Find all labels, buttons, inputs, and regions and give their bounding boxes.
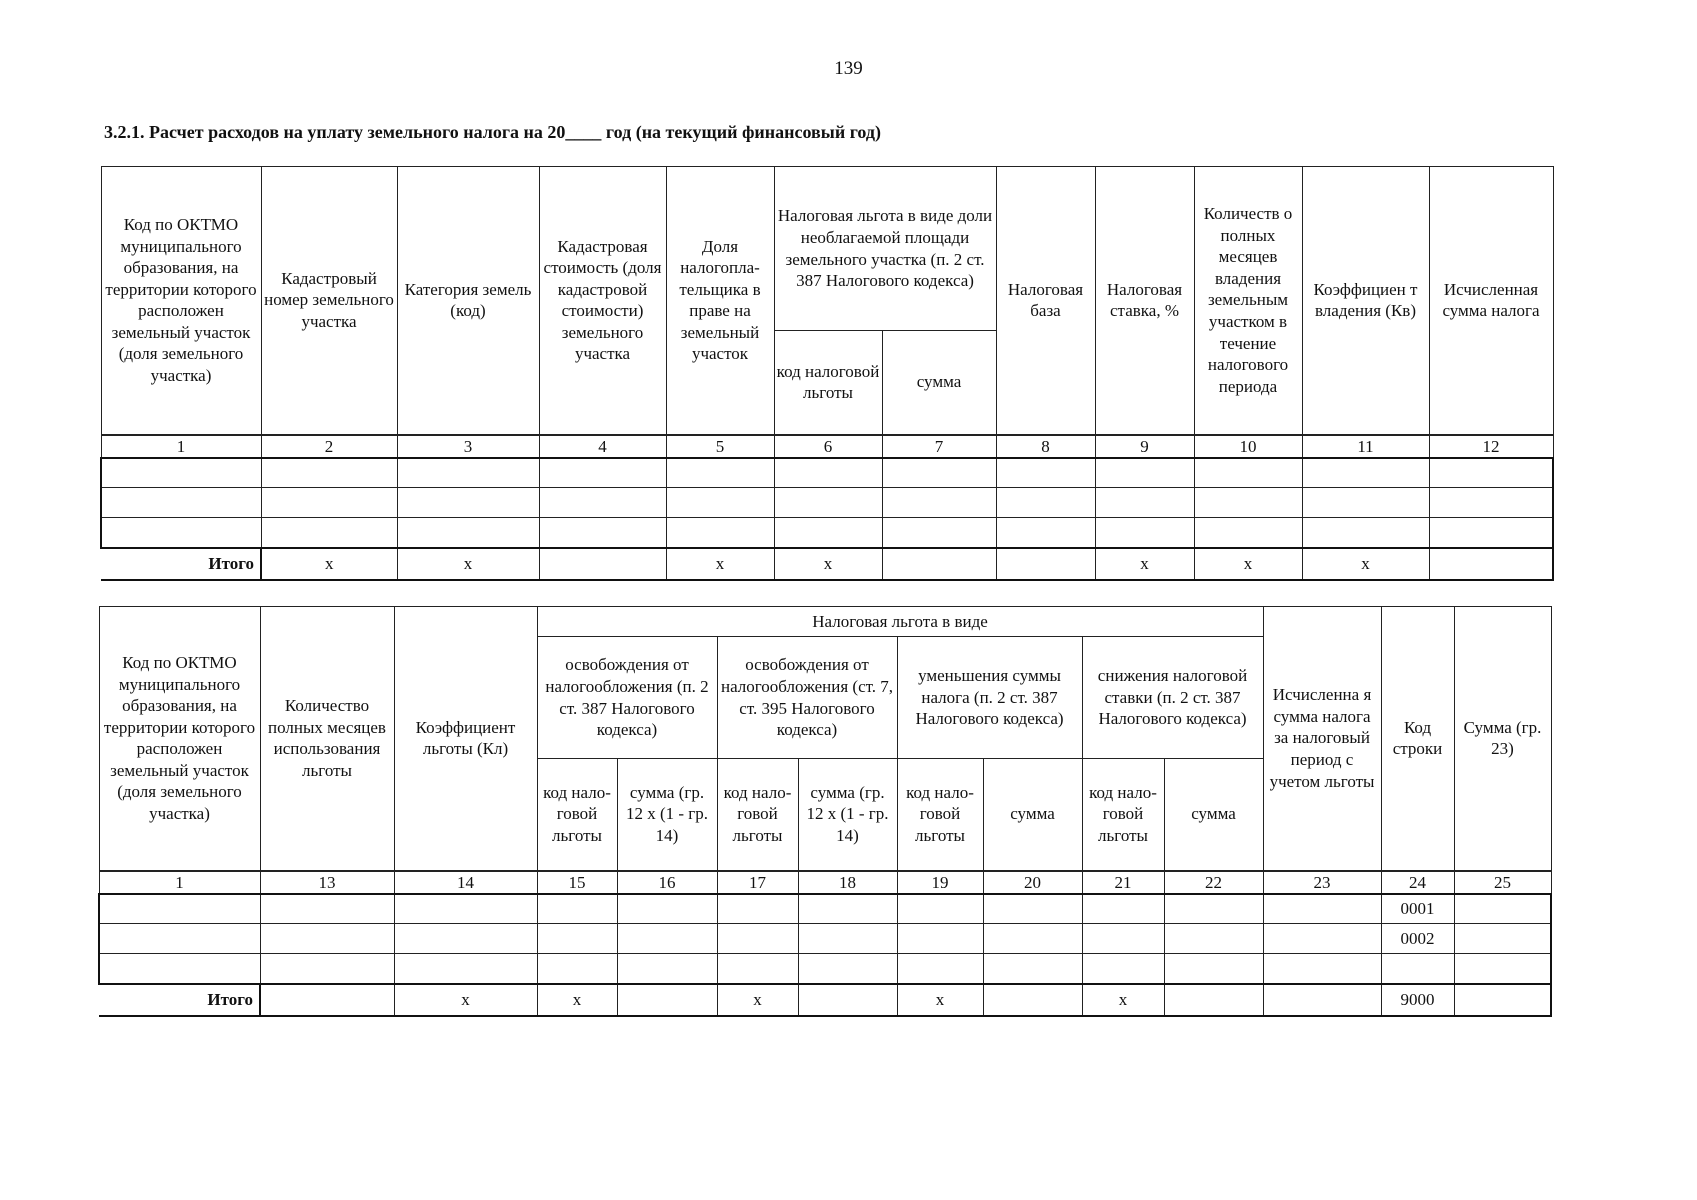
total-cell[interactable] [539,548,666,580]
table-cell[interactable] [260,954,394,984]
table-cell[interactable] [539,518,666,548]
total-cell[interactable] [996,548,1095,580]
table-cell[interactable] [882,518,996,548]
table-cell[interactable] [774,518,882,548]
table-cell[interactable] [882,458,996,488]
header-tax-rate: Налоговая ставка, % [1095,167,1194,435]
total-cell: x [1302,548,1429,580]
table-cell[interactable] [260,894,394,924]
table-cell[interactable] [1263,894,1381,924]
header-reduce-rate: снижения налоговой ставки (п. 2 ст. 387 Налогового кодекса) [1082,637,1263,759]
table-cell[interactable] [539,488,666,518]
row-code [1381,954,1454,984]
table-cell[interactable] [101,458,261,488]
column-number: 12 [1429,435,1553,458]
row-code: 0001 [1381,894,1454,924]
header-taxpayer-share: Доля налогопла-тельщика в праве на земельный участок [666,167,774,435]
table-cell[interactable] [1454,954,1551,984]
table-cell[interactable] [1095,518,1194,548]
table-cell[interactable] [1194,518,1302,548]
header-benefit-sum: сумма [882,331,996,435]
table-cell[interactable] [394,954,537,984]
table-cell[interactable] [996,458,1095,488]
header-calculated-sum: Исчисленная сумма налога [1429,167,1553,435]
table-cell[interactable] [1454,924,1551,954]
tax-benefit-table [98,606,1552,1017]
total-label: Итого [99,984,260,1016]
column-number: 23 [1263,871,1381,894]
table-cell[interactable] [1263,954,1381,984]
column-number: 16 [617,871,717,894]
table-cell[interactable] [397,518,539,548]
land-tax-table [100,166,1554,581]
header-months-usage: Количество полных месяцев использования льготы [260,607,394,871]
column-number: 7 [882,435,996,458]
header-benefit-code: код налоговой льготы [774,331,882,435]
table-cell[interactable] [1095,458,1194,488]
table-cell[interactable] [717,894,798,924]
header-benefit-sum: сумма (гр. 12 x (1 - гр. 14) [617,759,717,871]
total-cell[interactable] [798,984,897,1016]
header-benefit-code: код нало-говой льготы [897,759,983,871]
column-number: 9 [1095,435,1194,458]
table-row [101,518,1553,548]
table-cell[interactable] [717,954,798,984]
table-cell[interactable] [1194,488,1302,518]
total-cell: x [261,548,397,580]
table-cell[interactable] [1164,924,1263,954]
total-cell[interactable] [1164,984,1263,1016]
header-benefit-group: Налоговая льгота в виде доли необлагаемой площади земельного участка (п. 2 ст. 387 Налогового кодекса) [774,167,996,331]
table-cell[interactable] [996,518,1095,548]
column-number: 3 [397,435,539,458]
column-number: 1 [99,871,260,894]
table-cell[interactable] [397,458,539,488]
table-cell[interactable] [717,924,798,954]
table-row [99,924,1551,954]
total-cell[interactable] [983,984,1082,1016]
table-cell[interactable] [617,924,717,954]
table-cell[interactable] [261,518,397,548]
header-oktmo: Код по ОКТМО муниципального образования, на территории которого расположен земельный участок (доля земельного участка) [101,167,261,435]
column-number: 24 [1381,871,1454,894]
table-cell[interactable] [1302,518,1429,548]
table-cell[interactable] [99,924,260,954]
header-benefit-sum: сумма [983,759,1082,871]
table-cell[interactable] [101,488,261,518]
table-cell[interactable] [882,488,996,518]
header-oktmo: Код по ОКТМО муниципального образования, на территории которого расположен земельный участок (доля земельного участка) [99,607,260,871]
total-cell: x [537,984,617,1016]
total-cell: x [897,984,983,1016]
table-cell[interactable] [1263,924,1381,954]
total-cell[interactable] [882,548,996,580]
table-cell[interactable] [101,518,261,548]
table-cell[interactable] [1095,488,1194,518]
table-cell[interactable] [1082,954,1164,984]
table-cell[interactable] [798,954,897,984]
table-cell[interactable] [983,894,1082,924]
total-cell[interactable] [1263,984,1381,1016]
column-number: 1 [101,435,261,458]
total-cell: x [1194,548,1302,580]
header-benefit-sum: сумма (гр. 12 x (1 - гр. 14) [798,759,897,871]
total-row-code: 9000 [1381,984,1454,1016]
table-cell[interactable] [1082,894,1164,924]
header-benefit-code: код нало-говой льготы [717,759,798,871]
total-cell: x [1082,984,1164,1016]
table-cell[interactable] [983,954,1082,984]
column-number: 10 [1194,435,1302,458]
total-cell: x [717,984,798,1016]
table-cell[interactable] [897,924,983,954]
table-cell[interactable] [1429,488,1553,518]
header-calculated-with-benefit: Исчисленна я сумма налога за налоговый период с учетом льготы [1263,607,1381,871]
header-ownership-coef: Коэффициен т владения (Кв) [1302,167,1429,435]
table-cell[interactable] [261,488,397,518]
column-number: 11 [1302,435,1429,458]
table-row [101,488,1553,518]
table-cell[interactable] [99,894,260,924]
total-cell[interactable] [1454,984,1551,1016]
header-benefit-group: Налоговая льгота в виде [537,607,1263,637]
total-cell: x [666,548,774,580]
total-cell: x [394,984,537,1016]
table-row [99,954,1551,984]
table-cell[interactable] [666,458,774,488]
table-cell[interactable] [1164,894,1263,924]
table-cell[interactable] [617,894,717,924]
table-cell[interactable] [1429,518,1553,548]
column-number: 22 [1164,871,1263,894]
table-cell[interactable] [99,954,260,984]
table-cell[interactable] [537,954,617,984]
page-number: 139 [834,58,863,79]
table-cell[interactable] [798,894,897,924]
column-number: 17 [717,871,798,894]
total-cell[interactable] [617,984,717,1016]
table-cell[interactable] [1082,924,1164,954]
header-reduce-sum: уменьшения суммы налога (п. 2 ст. 387 Налогового кодекса) [897,637,1082,759]
header-sum-gr23: Сумма (гр. 23) [1454,607,1551,871]
column-number: 14 [394,871,537,894]
column-number: 25 [1454,871,1551,894]
table-cell[interactable] [617,954,717,984]
table-cell[interactable] [798,924,897,954]
table-cell[interactable] [666,488,774,518]
table-cell[interactable] [983,924,1082,954]
header-tax-base: Налоговая база [996,167,1095,435]
total-cell[interactable] [1429,548,1553,580]
column-number: 4 [539,435,666,458]
column-number: 18 [798,871,897,894]
column-number: 6 [774,435,882,458]
total-label: Итого [101,548,261,580]
header-exempt-395: освобождения от налогообложения (ст. 7, ст. 395 Налогового кодекса) [717,637,897,759]
table-cell[interactable] [397,488,539,518]
table-cell[interactable] [1164,954,1263,984]
table-cell[interactable] [996,488,1095,518]
table-cell[interactable] [1302,458,1429,488]
header-benefit-code: код нало-говой льготы [1082,759,1164,871]
column-number: 13 [260,871,394,894]
table-cell[interactable] [774,458,882,488]
table-cell[interactable] [394,894,537,924]
header-cadastral-number: Кадастровый номер земельного участка [261,167,397,435]
table-cell[interactable] [260,924,394,954]
table-cell[interactable] [537,894,617,924]
total-row [101,548,1553,580]
table-row [101,458,1553,488]
table-cell[interactable] [774,488,882,518]
column-number: 2 [261,435,397,458]
header-benefit-coef: Коэффициент льготы (Кл) [394,607,537,871]
table-cell[interactable] [1194,458,1302,488]
header-land-category: Категория земель (код) [397,167,539,435]
table-row [99,894,1551,924]
table-cell[interactable] [897,894,983,924]
table-cell[interactable] [394,924,537,954]
column-number: 20 [983,871,1082,894]
table-cell[interactable] [539,458,666,488]
header-cadastral-value: Кадастровая стоимость (доля кадастровой стоимости) земельного участка [539,167,666,435]
column-number: 15 [537,871,617,894]
total-cell: x [1095,548,1194,580]
header-exempt-387: освобождения от налогообложения (п. 2 ст. 387 Налогового кодекса) [537,637,717,759]
table-cell[interactable] [261,458,397,488]
table-cell[interactable] [1302,488,1429,518]
column-number: 19 [897,871,983,894]
table-cell[interactable] [897,954,983,984]
table-cell[interactable] [537,924,617,954]
row-code: 0002 [1381,924,1454,954]
form-title: 3.2.1. Расчет расходов на уплату земельного налога на 20____ год (на текущий финансовый год) [104,122,882,142]
total-row [99,984,1551,1016]
header-benefit-code: код нало-говой льготы [537,759,617,871]
column-number: 21 [1082,871,1164,894]
table-cell[interactable] [1454,894,1551,924]
header-benefit-sum: сумма [1164,759,1263,871]
table-cell[interactable] [1429,458,1553,488]
column-number: 8 [996,435,1095,458]
header-ownership-months: Количеств о полных месяцев владения земельным участком в течение налогового периода [1194,167,1302,435]
total-cell: x [397,548,539,580]
header-row-code: Код строки [1381,607,1454,871]
column-number: 5 [666,435,774,458]
table-cell[interactable] [666,518,774,548]
total-cell[interactable] [260,984,394,1016]
total-cell: x [774,548,882,580]
